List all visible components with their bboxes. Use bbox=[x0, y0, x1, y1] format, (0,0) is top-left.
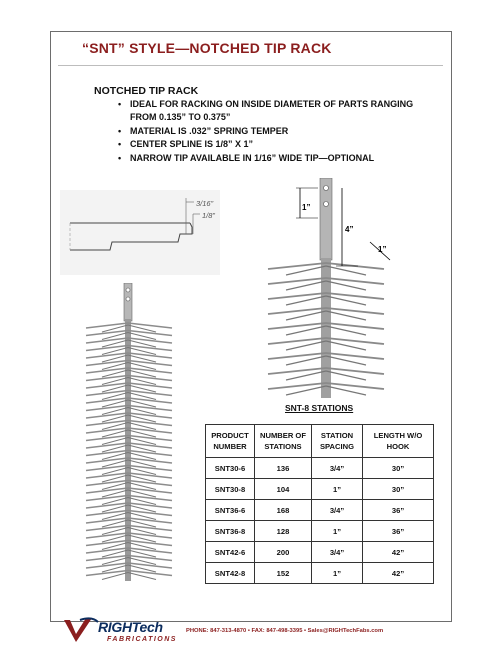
dim-length-label: 4” bbox=[345, 225, 354, 234]
header-station-spacing: STATION SPACING bbox=[312, 425, 363, 458]
cell: SNT30-8 bbox=[206, 479, 255, 500]
cell: 1” bbox=[312, 479, 363, 500]
page-title: “SNT” STYLE—NOTCHED TIP RACK bbox=[82, 40, 332, 56]
cell: SNT42-8 bbox=[206, 563, 255, 584]
cell: 104 bbox=[255, 479, 312, 500]
cell: 200 bbox=[255, 542, 312, 563]
full-rack-illustration bbox=[80, 283, 180, 583]
cell: 1” bbox=[312, 521, 363, 542]
feature-item: • NARROW TIP AVAILABLE IN 1/16” WIDE TIP—OPTIONAL bbox=[118, 152, 438, 165]
cell: 128 bbox=[255, 521, 312, 542]
feature-list bbox=[118, 98, 438, 165]
tip-dim-top-label: 3/16” bbox=[196, 199, 214, 208]
logo-mark-icon bbox=[62, 614, 102, 646]
feature-item: • MATERIAL IS .032” SPRING TEMPER bbox=[118, 125, 438, 138]
cell: SNT42-6 bbox=[206, 542, 255, 563]
tip-dim-bottom-label: 1/8” bbox=[202, 211, 215, 220]
cell: SNT30-6 bbox=[206, 458, 255, 479]
logo-subtitle: FABRICATIONS bbox=[107, 636, 177, 643]
dim-spline-label: 1” bbox=[302, 203, 311, 212]
rack-closeup-illustration bbox=[258, 178, 418, 400]
cell: 1” bbox=[312, 563, 363, 584]
cell: 36” bbox=[363, 521, 434, 542]
title-divider bbox=[58, 65, 443, 66]
drawing-caption: SNT-8 STATIONS bbox=[285, 403, 354, 413]
cell: 3/4” bbox=[312, 500, 363, 521]
cell: 3/4” bbox=[312, 458, 363, 479]
cell: 42” bbox=[363, 542, 434, 563]
cell: SNT36-6 bbox=[206, 500, 255, 521]
table-row bbox=[206, 458, 434, 479]
header-length: LENGTH W/O HOOK bbox=[363, 425, 434, 458]
table-row bbox=[206, 479, 434, 500]
tip-profile-drawing bbox=[60, 190, 220, 275]
cell: 30” bbox=[363, 458, 434, 479]
cell: 136 bbox=[255, 458, 312, 479]
cell: 152 bbox=[255, 563, 312, 584]
logo-name: RIGHTech bbox=[98, 619, 163, 635]
contact-line: PHONE: 847-313-4870 • FAX: 847-498-3395 • Sales@RIGHTechFabs.com bbox=[186, 628, 384, 634]
cell: 3/4” bbox=[312, 542, 363, 563]
feature-item: • CENTER SPLINE IS 1/8” X 1” bbox=[118, 138, 438, 151]
dim-spacing-label: 1” bbox=[378, 245, 387, 254]
cell: 168 bbox=[255, 500, 312, 521]
cell: 30” bbox=[363, 479, 434, 500]
cell: SNT36-8 bbox=[206, 521, 255, 542]
product-table bbox=[205, 424, 434, 584]
feature-item: • IDEAL FOR RACKING ON INSIDE DIAMETER OF PARTS RANGING FROM 0.135” TO 0.375” bbox=[118, 98, 438, 125]
table-row bbox=[206, 500, 434, 521]
header-product-number: PRODUCT NUMBER bbox=[206, 425, 255, 458]
table-row bbox=[206, 542, 434, 563]
table-row bbox=[206, 521, 434, 542]
table-row bbox=[206, 563, 434, 584]
header-number-of-stations: NUMBER OF STATIONS bbox=[255, 425, 312, 458]
cell: 42” bbox=[363, 563, 434, 584]
table-header-row bbox=[206, 425, 434, 458]
section-heading: NOTCHED TIP RACK bbox=[94, 85, 199, 97]
cell: 36” bbox=[363, 500, 434, 521]
